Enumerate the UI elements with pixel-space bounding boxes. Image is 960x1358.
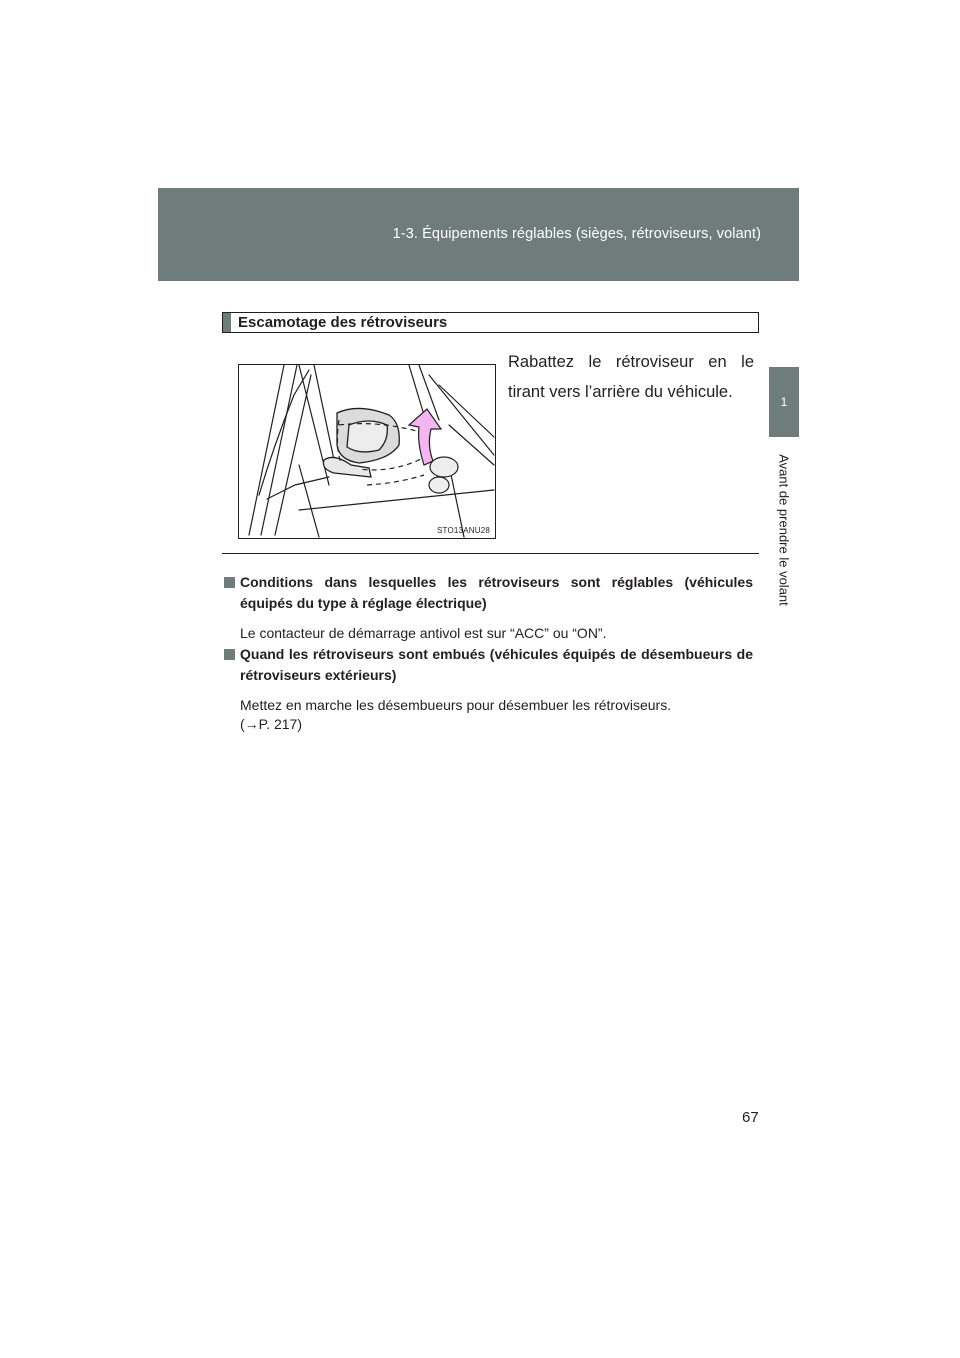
note-title-text: Quand les rétroviseurs sont embués (véhicules équipés de désembueurs de rétroviseurs extérieurs)	[240, 646, 753, 683]
note-body-line: Le contacteur de démarrage antivol est sur “ACC” ou “ON”.	[240, 625, 607, 641]
note-body	[224, 624, 753, 643]
page-reference-link[interactable]: (→P. 217)	[240, 716, 302, 732]
page-number: 67	[742, 1109, 759, 1126]
note-title	[224, 572, 753, 614]
note-title	[224, 644, 753, 686]
chapter-label: Avant de prendre le volant	[776, 454, 792, 606]
mirror-fold-drawing	[239, 365, 495, 538]
note-fogged-mirrors	[224, 644, 753, 734]
section-heading-text: Escamotage des rétroviseurs	[238, 314, 448, 331]
section-path-title: 1-3. Équipements réglables (sièges, rétroviseurs, volant)	[392, 226, 761, 242]
chapter-tab	[769, 367, 799, 437]
square-bullet-icon	[224, 649, 235, 660]
figure-code: STO13ANU28	[437, 526, 490, 535]
note-adjustable-conditions	[224, 572, 753, 643]
section-divider	[222, 553, 759, 554]
mirror-illustration	[238, 364, 496, 539]
note-title-text: Conditions dans lesquelles les rétroviseurs sont réglables (véhicules équipés du type à réglage électrique)	[240, 574, 753, 611]
note-body	[224, 696, 753, 734]
header-band	[158, 188, 799, 281]
heading-accent-bar	[223, 313, 231, 332]
instruction-text: Rabattez le rétroviseur en le tirant vers l’arrière du véhicule.	[508, 353, 754, 401]
chapter-number: 1	[780, 395, 788, 409]
note-body-line: Mettez en marche les désembueurs pour désembuer les rétroviseurs.	[240, 697, 672, 713]
section-heading	[222, 312, 759, 333]
square-bullet-icon	[224, 577, 235, 588]
